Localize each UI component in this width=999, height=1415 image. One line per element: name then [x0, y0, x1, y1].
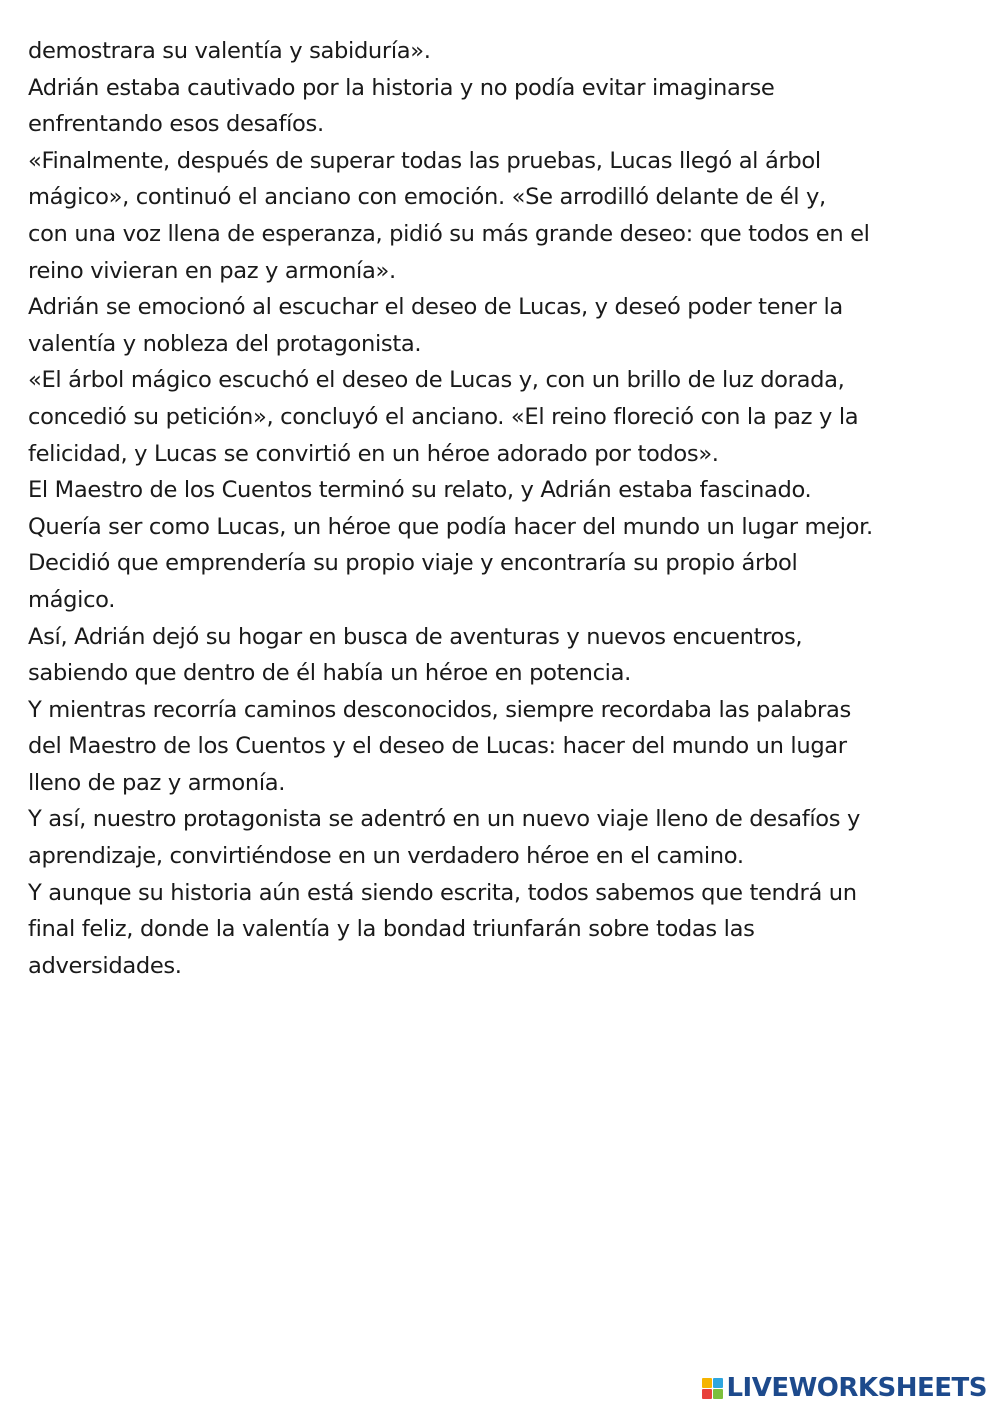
- story-line: concedió su petición», concluyó el anciano. «El reino floreció con la paz y la: [28, 403, 859, 430]
- story-line: aprendizaje, convirtiéndose en un verdadero héroe en el camino.: [28, 843, 744, 870]
- story-line: Decidió que emprendería su propio viaje y encontraría su propio árbol: [28, 550, 798, 577]
- story-line: «Finalmente, después de superar todas las pruebas, Lucas llegó al árbol: [28, 147, 821, 174]
- story-line: Quería ser como Lucas, un héroe que podía hacer del mundo un lugar mejor.: [28, 513, 873, 540]
- liveworksheets-mark-icon: [702, 1378, 723, 1399]
- story-line: Así, Adrián dejó su hogar en busca de aventuras y nuevos encuentros,: [28, 623, 803, 650]
- story-line: enfrentando esos desafíos.: [28, 111, 324, 138]
- logo-square: [713, 1378, 723, 1388]
- story-line: demostrara su valentía y sabiduría».: [28, 38, 431, 64]
- story-line: reino vivieran en paz y armonía».: [28, 257, 396, 284]
- story-line: adversidades.: [28, 952, 182, 979]
- story-text: [28, 33, 968, 984]
- story-line: Y así, nuestro protagonista se adentró en un nuevo viaje lleno de desafíos y: [28, 806, 861, 833]
- story-line: Adrián estaba cautivado por la historia y no podía evitar imaginarse: [28, 74, 775, 101]
- story-line: sabiendo que dentro de él había un héroe en potencia.: [28, 660, 631, 687]
- story-line: del Maestro de los Cuentos y el deseo de Lucas: hacer del mundo un lugar: [28, 733, 847, 760]
- story-line: Adrián se emocionó al escuchar el deseo de Lucas, y deseó poder tener la: [28, 294, 843, 321]
- story-line: mágico.: [28, 586, 116, 613]
- story-line: con una voz llena de esperanza, pidió su más grande deseo: que todos en el: [28, 220, 870, 247]
- story-line: El Maestro de los Cuentos terminó su relato, y Adrián estaba fascinado.: [28, 477, 812, 504]
- story-line: valentía y nobleza del protagonista.: [28, 330, 422, 357]
- logo-square: [713, 1389, 723, 1399]
- story-line: felicidad, y Lucas se convirtió en un héroe adorado por todos».: [28, 440, 719, 467]
- story-line: Y aunque su historia aún está siendo escrita, todos sabemos que tendrá un: [28, 879, 857, 906]
- logo-square: [702, 1389, 712, 1399]
- story-line: lleno de paz y armonía.: [28, 769, 286, 796]
- story-line: mágico», continuó el anciano con emoción. «Se arrodilló delante de él y,: [28, 184, 826, 211]
- liveworksheets-logo: [702, 1373, 987, 1403]
- story-line: Y mientras recorría caminos desconocidos, siempre recordaba las palabras: [28, 696, 851, 723]
- story-line: «El árbol mágico escuchó el deseo de Lucas y, con un brillo de luz dorada,: [28, 367, 845, 394]
- logo-text: LIVEWORKSHEETS: [726, 1373, 987, 1403]
- logo-square: [702, 1378, 712, 1388]
- story-line: final feliz, donde la valentía y la bondad triunfarán sobre todas las: [28, 916, 755, 943]
